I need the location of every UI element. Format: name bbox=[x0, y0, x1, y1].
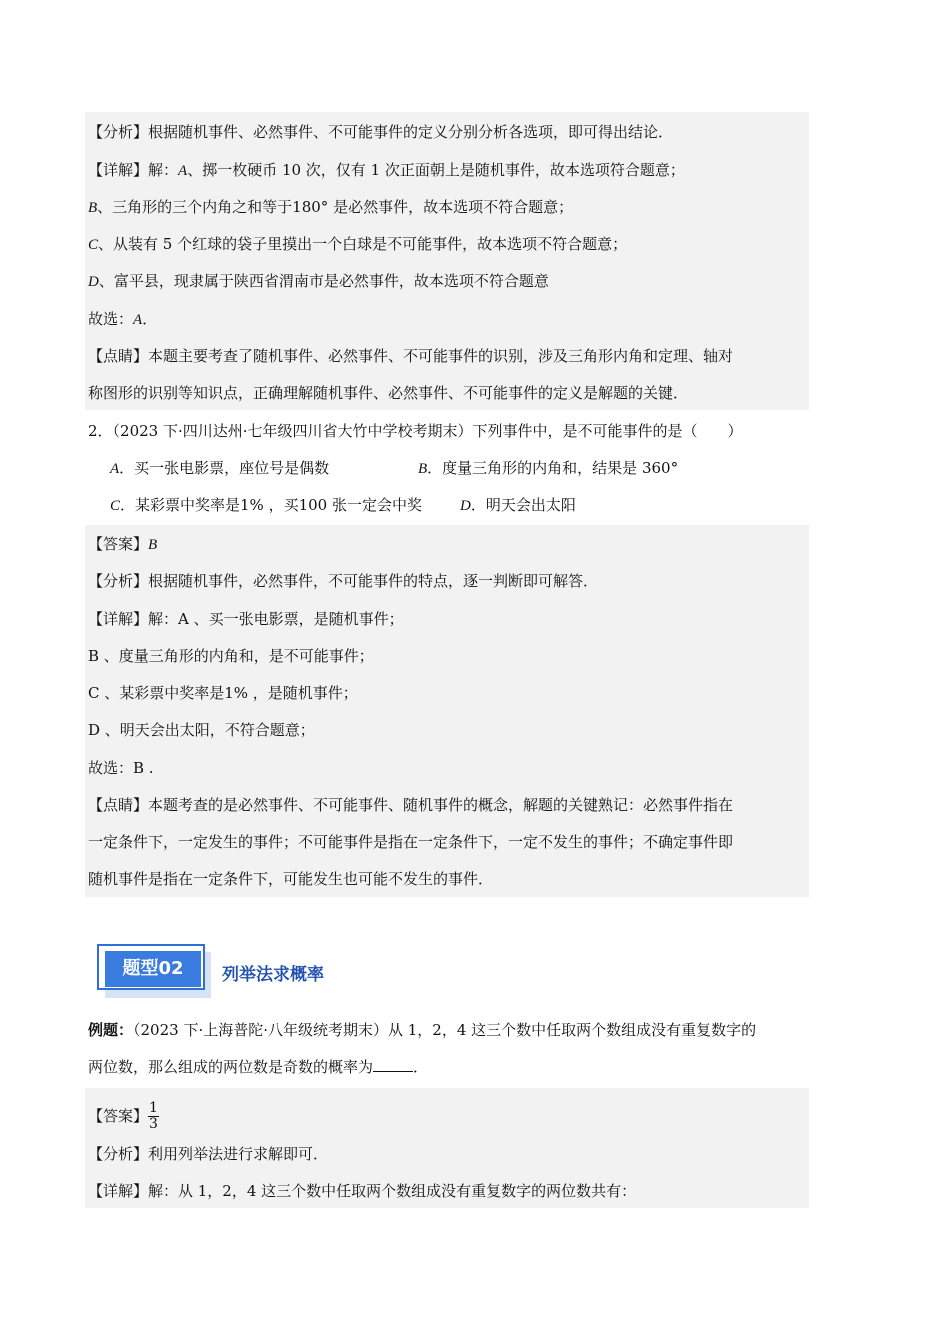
q2-detail-a: 【详解】解：A 、买一张电影票，是随机事件； bbox=[88, 610, 404, 628]
section-badge-frame bbox=[97, 944, 205, 990]
q1-detail-d-letter: D bbox=[88, 274, 99, 290]
example-answer-prefix: 【答案】 bbox=[88, 1107, 149, 1125]
q2-comment-line1: 【点睛】本题考查的是必然事件、不可能事件、随机事件的概念，解题的关键熟记：必然事件指在 bbox=[88, 796, 734, 814]
q1-detail-c bbox=[88, 234, 627, 255]
q1-analysis: 【分析】根据随机事件、必然事件、不可能事件的定义分别分析各选项，即可得出结论． bbox=[88, 123, 674, 141]
example-analysis: 【分析】利用列举法进行求解即可． bbox=[88, 1145, 329, 1163]
q2-detail-c: C 、某彩票中奖率是1% ，是随机事件； bbox=[88, 684, 358, 702]
q2-option-a-letter: A bbox=[110, 461, 120, 477]
q2-answer bbox=[88, 534, 157, 555]
q2-option-b-text: ．度量三角形的内角和，结果是 360° bbox=[427, 459, 679, 477]
q1-detail-a-letter: A bbox=[178, 163, 188, 179]
section-title: 列举法求概率 bbox=[222, 965, 324, 985]
example-answer bbox=[88, 1098, 159, 1133]
example-line2 bbox=[88, 1057, 428, 1077]
example-line2-text: 两位数，那么组成的两位数是奇数的概率为 bbox=[88, 1058, 374, 1076]
example-label: 例题： bbox=[88, 1021, 134, 1039]
q1-choose-letter: A bbox=[133, 312, 143, 328]
q1-detail-d-text: 、富平县，现隶属于陕西省渭南市是必然事件，故本选项不符合题意 bbox=[98, 272, 549, 290]
q1-comment-line2: 称图形的识别等知识点，正确理解随机事件、必然事件、不可能事件的定义是解题的关键． bbox=[88, 384, 689, 402]
example-line2-end: ． bbox=[413, 1058, 429, 1076]
fraction-denominator: 3 bbox=[149, 1115, 158, 1132]
q1-detail-b-text: 、三角形的三个内角之和等于180° 是必然事件，故本选项不符合题意； bbox=[97, 198, 574, 216]
q2-option-d bbox=[460, 495, 576, 516]
q2-analysis: 【分析】根据随机事件，必然事件，不可能事件的特点，逐一判断即可解答． bbox=[88, 572, 599, 590]
q2-option-b-letter: B bbox=[418, 461, 428, 477]
q1-detail-a-text: 、掷一枚硬币 10 次，仅有 1 次正面朝上是随机事件，故本选项符合题意； bbox=[187, 161, 685, 179]
q2-option-a bbox=[110, 458, 329, 479]
q1-detail-prefix: 【详解】解： bbox=[88, 161, 179, 179]
q2-stem: 2．（2023 下·四川达州·七年级四川省大竹中学校考期末）下列事件中，是不可能事件的是（ ） bbox=[88, 422, 743, 440]
q1-detail-a bbox=[88, 160, 685, 181]
q2-option-d-letter: D bbox=[460, 498, 471, 514]
q2-detail-d: D 、明天会出太阳，不符合题意； bbox=[88, 721, 315, 739]
q2-answer-prefix: 【答案】 bbox=[88, 535, 149, 553]
q2-option-d-text: ．明天会出太阳 bbox=[470, 496, 576, 514]
q2-option-c bbox=[110, 495, 422, 516]
q2-option-c-text: ．某彩票中奖率是1% ，买100 张一定会中奖 bbox=[120, 496, 422, 514]
section-badge-label: 题型02 bbox=[105, 951, 201, 987]
q1-choose-prefix: 故选： bbox=[88, 310, 134, 328]
q1-detail-c-text: 、从装有 5 个红球的袋子里摸出一个白球是不可能事件，故本选项不符合题意； bbox=[98, 235, 628, 253]
example-line1-text: （2023 下·上海普陀·八年级统考期末）从 1，2，4 这三个数中任取两个数组成没有重复数字的 bbox=[133, 1021, 757, 1039]
q2-comment-line3: 随机事件是指在一定条件下，可能发生也可能不发生的事件． bbox=[88, 870, 494, 888]
section-badge bbox=[97, 944, 213, 1000]
q1-comment-line1: 【点睛】本题主要考查了随机事件、必然事件、不可能事件的识别，涉及三角形内角和定理、轴对 bbox=[88, 347, 734, 365]
q1-detail-d bbox=[88, 271, 549, 292]
q1-detail-b bbox=[88, 197, 573, 218]
q2-choose: 故选：B . bbox=[88, 759, 154, 777]
example-detail: 【详解】解：从 1，2，4 这三个数中任取两个数组成没有重复数字的两位数共有： bbox=[88, 1182, 637, 1200]
example-answer-fraction bbox=[148, 1101, 159, 1132]
q2-option-a-text: ．买一张电影票，座位号是偶数 bbox=[119, 459, 330, 477]
q2-answer-letter: B bbox=[148, 537, 158, 553]
q2-comment-line2: 一定条件下，一定发生的事件；不可能事件是指在一定条件下，一定不发生的事件；不确定事件即 bbox=[88, 833, 734, 851]
fraction-numerator: 1 bbox=[149, 1099, 158, 1116]
q1-choose-suffix: ． bbox=[142, 310, 158, 328]
q1-detail-b-letter: B bbox=[88, 200, 98, 216]
q2-option-c-letter: C bbox=[110, 498, 121, 514]
q2-option-b bbox=[418, 458, 678, 479]
q1-choose bbox=[88, 309, 157, 330]
example-answer-blank bbox=[373, 1057, 413, 1072]
example-line1 bbox=[88, 1020, 756, 1040]
q1-detail-c-letter: C bbox=[88, 237, 99, 253]
q2-detail-b: B 、度量三角形的内角和，是不可能事件； bbox=[88, 647, 374, 665]
